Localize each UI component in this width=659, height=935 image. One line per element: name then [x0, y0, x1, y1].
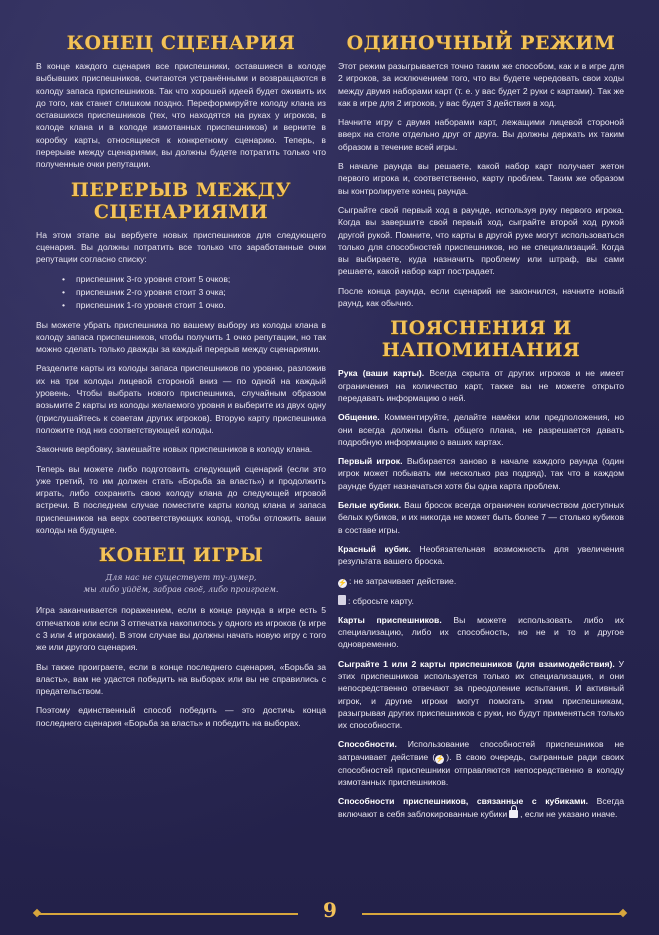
note-talk	[338, 411, 624, 448]
paragraph: Разделите карты из колоды запаса приспешников по уровню, разложив их на три колоды лицевой стороной вниз — по одной на каждый уровень. Чтобы выбрать нового приспешника, случайным образом возьмите 2 карты из колоды желаемого уровня и выберите из двух одну (прислушайтесь к советам других игроков). Вторую карту приспешника положите под низ соответствующей колоды.	[36, 363, 326, 435]
footer-diamond	[619, 909, 627, 917]
note-text: : сбросьте карту.	[348, 595, 414, 606]
discard-card-icon	[338, 595, 346, 605]
footer-rule	[362, 913, 624, 915]
note-cards	[338, 614, 624, 651]
term: Рука (ваши карты).	[338, 368, 425, 379]
epigraph-line: Для нас не существует ту-лумер,	[105, 573, 257, 583]
left-column	[36, 32, 326, 737]
note-text: Всегда скрыта от других игроков и не имеет ограничения на количество карт, также вы не можете открыто передавать информацию о ней.	[338, 368, 625, 403]
epigraph-line: мы либо уйдём, забрав своё, либо проиграем.	[83, 585, 279, 595]
note-text: Использование способностей приспешников не затрачивает действие (	[338, 739, 624, 762]
lock-icon	[509, 810, 518, 818]
section-notes	[338, 317, 624, 820]
heading-end-game: КОНЕЦ ИГРЫ	[98, 544, 264, 567]
note-abilities	[338, 738, 624, 788]
list-item: • приспешник 1-го уровня стоит 1 очко.	[76, 299, 326, 312]
term: Карты приспешников.	[338, 614, 442, 625]
paragraph: Игра заканчивается поражением, если в конце раунда в игре есть 5 отпечатков или если 3 отпечатка накопилось у одного из игроков (в игре с 3 или 4 игроками). В этом случае вы должны начать новую игру с того же или другого сценария.	[36, 605, 326, 653]
footer-rule	[36, 913, 298, 915]
note-icon1	[338, 575, 624, 588]
heading-solo: ОДИНОЧНЫЙ РЕЖИМ	[346, 32, 616, 54]
term: Сыграйте 1 или 2 карты приспешников (для взаимодействия).	[338, 658, 615, 669]
right-column	[338, 32, 624, 828]
term: Общение.	[338, 412, 380, 423]
section-solo	[338, 32, 624, 309]
note-text: У этих приспешников используется только их специализация, и они непосредственно отвечают за преодоление испытания. И активный игрок, и другие игроки могут помогать этим приспешникам, разыгрывая других приспешников с руки, но будут применяться только их способности.	[338, 658, 625, 731]
term: Белые кубики.	[338, 500, 402, 511]
note-text: Вы можете использовать либо их специализацию, либо их способность, но не и то и другое одновременно.	[338, 614, 625, 650]
paragraph: Вы также проиграете, если в конце последнего сценария, «Борьба за власть», вам не удастся победить на выборах или вы не справились с предательством.	[36, 661, 326, 697]
paragraph: Закончив вербовку, замешайте новых приспешников в колоду клана.	[36, 444, 313, 455]
note-text: Комментируйте, делайте намёки или предположения, но они всегда должны быть общего плана, не разрешается давать подробную информацию о ваших картах.	[338, 412, 624, 447]
term: Красный кубик.	[338, 543, 411, 554]
note-text: Ваш бросок всегда ограничен количеством доступных белых кубиков, и их никогда не может быть более 7 — столько кубиков в составе игры.	[338, 500, 624, 535]
note-red	[338, 543, 624, 568]
section-break	[36, 179, 326, 537]
section-end-scenario	[36, 32, 326, 171]
paragraph: В конце каждого сценария все приспешники, оставшиеся в колоде выбывших приспешников, считаются устранёнными и возвращаются в колоду запаса приспешников. Так что хорошей идеей будет оживить их до того, как станет слишком поздно. Переформируйте колоду клана из оставшихся приспешников (тех, что находятся на руках у игроков, в колоде клана и в колоде измотанных приспешников) и верните в коробку карты, относящиеся к конкретному сценарию. Теперь, в перерыве между сценариями, вы должны будете потратить только что полученные очки репутации.	[36, 61, 326, 170]
note-play	[338, 658, 624, 732]
note-text: : не затрачивает действие.	[349, 575, 457, 586]
paragraph: Этот режим разыгрывается точно таким же способом, как и в игре для 2 игроков, за исключением того, что вы будете чередовать свои ходы между двумя наборами карт (т. е. у вас будет 2 руки с картами). Так же как в игре для 2 игроков, у вас будет 3 действия в ход.	[338, 61, 624, 108]
note-text: , если не указано иначе.	[520, 808, 618, 819]
list-item: • приспешник 2-го уровня стоит 3 очка;	[76, 286, 326, 299]
cost-list	[36, 273, 326, 312]
term: Способности приспешников, связанные с кубиками.	[338, 796, 589, 807]
heading-end-scenario: КОНЕЦ СЦЕНАРИЯ	[66, 32, 296, 54]
note-text: ). В свою очередь, сыгранные ради своих способностей приспешники отправляются непосредственно в колоду измотанных приспешников.	[338, 751, 624, 788]
epigraph	[36, 572, 326, 596]
lightning-icon: ⚡	[435, 755, 445, 763]
heading-notes: ПОЯСНЕНИЯ И НАПОМИНАНИЯ	[381, 317, 581, 362]
note-text: Выбирается заново в начале каждого раунда (один игрок может побывать им несколько раз подряд), так что в каждом раунде будет назначаться хотя бы одна карта проблем.	[338, 456, 624, 491]
lightning-icon: ⚡	[338, 579, 347, 587]
paragraph: В начале раунда вы решаете, какой набор карт получает жетон первого игрока и, соответственно, карту проблем. Таким же образом вы контролируете конец раунда.	[338, 161, 624, 196]
section-end-game	[36, 544, 326, 729]
paragraph: Сыграйте свой первый ход в раунде, используя руку первого игрока. Когда вы завершите свой первый ход, сыграйте второй ход рукой другой рукой. Помните, что карты в другой руке могут использоваться только для способностей приспешников, но не специализаций. Когда вы выбираете, куда назначить проблему или штраф, вы сами решаете, какой набор карт пострадает.	[338, 204, 624, 277]
note-hand	[338, 367, 624, 404]
note-text: Всегда включают в себя заблокированные кубики	[338, 796, 625, 819]
note-first	[338, 455, 624, 492]
page-number: 9	[323, 898, 337, 922]
footer	[36, 898, 624, 922]
paragraph: На этом этапе вы вербуете новых приспешников для следующего сценария. Вы должны потратить все только что заработанные очки репутации согласно списку:	[36, 229, 326, 265]
paragraph: Поэтому единственный способ победить — это достичь конца последнего сценария «Борьба за власть» и победить на выборах.	[36, 705, 326, 728]
term: Первый игрок.	[338, 456, 403, 467]
term: Способности.	[338, 739, 397, 750]
paragraph: Теперь вы можете либо подготовить следующий сценарий (если это уже третий, то им должен стать «Борьба за власть») и продолжить играть, либо сохранить свою колоду клана до следующей игровой встречи. В последнем случае поместите карты колод клана и запаса приспешников на верх соответствующих колод, чтобы отложить ваши колоды на будущее.	[36, 463, 326, 536]
note-white	[338, 499, 624, 536]
paragraph: Вы можете убрать приспешника по вашему выбору из колоды клана в колоду запаса приспешников, чтобы получить 1 очко репутации, но так можно сделать только дважды за каждый перерыв между сценариями.	[36, 319, 326, 355]
list-item: • приспешник 3-го уровня стоит 5 очков;	[76, 273, 326, 286]
heading-break: ПЕРЕРЫВ МЕЖДУ СЦЕНАРИЯМИ	[70, 178, 292, 223]
note-dice	[338, 795, 624, 820]
footer-diamond	[33, 909, 41, 917]
note-text: Необязательная возможность для увеличения результата вашего броска.	[338, 543, 624, 567]
paragraph: Начните игру с двумя наборами карт, лежащими лицевой стороной вверх на столе отдельно друг от друга. Вы должны держать их таким образом в течение всей игры.	[338, 117, 624, 152]
note-icon2	[338, 595, 624, 607]
paragraph: После конца раунда, если сценарий не закончился, начните новый раунд, как обычно.	[338, 285, 624, 309]
